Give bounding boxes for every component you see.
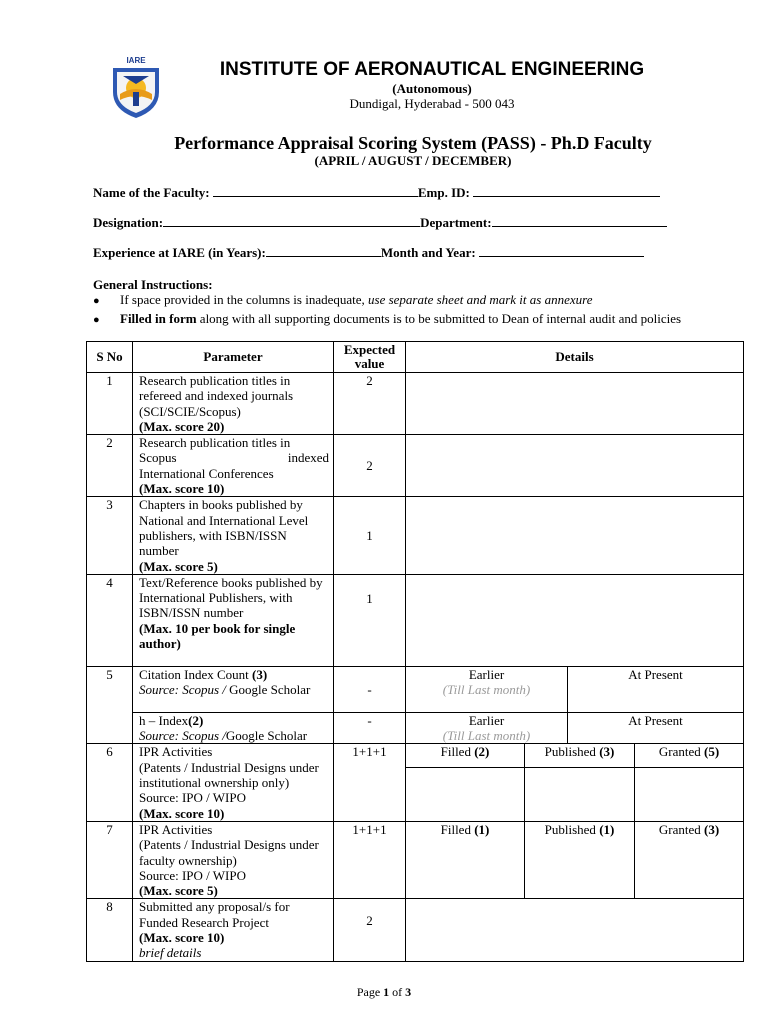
source-italic: Source: Scopus /	[139, 728, 226, 744]
parameter-cell	[133, 435, 334, 497]
filled-label: Filled	[440, 821, 475, 837]
table-row	[87, 712, 744, 744]
department-label: Department:	[420, 215, 492, 230]
parameter-text: Submitted any proposal/s for Funded Research Project	[139, 899, 290, 930]
parameter-cell	[133, 712, 334, 744]
filled-score: (1)	[474, 821, 490, 837]
granted-entry[interactable]	[635, 821, 744, 898]
present-cell[interactable]: At Present	[568, 666, 744, 712]
till-last-month: (Till Last month)	[442, 728, 531, 744]
instruction-1	[93, 292, 592, 308]
parameter-word: Scopus	[139, 450, 177, 466]
granted-header	[635, 744, 744, 767]
expected-cell: 2	[334, 373, 406, 435]
published-header	[525, 744, 635, 767]
total-pages: 3	[405, 985, 412, 999]
filled-score: (2)	[474, 744, 490, 760]
table-row	[87, 744, 744, 767]
parameter-text: Research publication titles in refereed and indexed journals (SCI/SCIE/Scopus)	[139, 373, 294, 419]
designation-field[interactable]	[163, 215, 420, 227]
sno-cell: 7	[87, 821, 133, 898]
parameter-text: Chapters in books published by National and International Level publishers, with ISBN/ISSN number	[139, 497, 309, 559]
page-footer	[0, 985, 768, 1000]
granted-score: (3)	[703, 821, 720, 837]
granted-score: (5)	[703, 744, 720, 760]
sno-cell: 8	[87, 899, 133, 961]
month-year-label: Month and Year:	[380, 245, 476, 260]
parameter-cell	[133, 574, 334, 666]
expected-cell: 1+1+1	[334, 821, 406, 898]
max-score: (Max. score 10)	[139, 805, 225, 821]
earlier-label: Earlier	[468, 712, 505, 728]
iare-logo	[107, 54, 165, 120]
faculty-name-label: Name of the Faculty:	[93, 185, 210, 200]
instruction-2-bold: Filled in form	[120, 311, 197, 326]
instruction-1-italic: use separate sheet and mark it as annexure	[368, 292, 593, 307]
source-plain: Google Scholar	[229, 682, 311, 698]
filled-label: Filled	[440, 744, 475, 760]
max-score: (Max. 10 per book for single author)	[139, 620, 296, 652]
current-page: 1	[383, 985, 390, 999]
parameter-text: IPR Activities	[139, 744, 213, 760]
institute-name: INSTITUTE OF AERONAUTICAL ENGINEERING	[219, 59, 645, 80]
max-score: (Max. score 5)	[139, 558, 218, 574]
published-label: Published	[544, 744, 600, 760]
details-cell[interactable]	[406, 497, 744, 574]
max-score: (Max. score 5)	[139, 883, 218, 899]
table-row	[87, 435, 744, 497]
header-parameter: Parameter	[133, 342, 334, 373]
max-score: (Max. score 10)	[139, 481, 225, 497]
parameter-cell	[133, 373, 334, 435]
parameter-justified	[139, 450, 329, 465]
parameter-text: Source: IPO / WIPO	[139, 867, 247, 883]
page-label: Page	[356, 985, 384, 999]
expected-cell: -	[334, 666, 406, 712]
sno-cell: 4	[87, 574, 133, 666]
bullet-icon: ●	[93, 295, 100, 307]
table-row	[87, 899, 744, 961]
expected-cell: -	[334, 712, 406, 744]
pass-table	[86, 341, 744, 962]
earlier-cell[interactable]	[406, 712, 568, 744]
header-expected: Expected value	[334, 342, 406, 373]
parameter-text: IPR Activities	[139, 821, 213, 837]
published-label: Published	[544, 821, 600, 837]
department-field[interactable]	[492, 215, 667, 227]
faculty-name-row	[93, 185, 660, 201]
sno-cell: 2	[87, 435, 133, 497]
published-score: (3)	[599, 744, 615, 760]
sno-cell: 3	[87, 497, 133, 574]
parameter-cell	[133, 899, 334, 961]
header-sno: S No	[87, 342, 133, 373]
source-plain: Google Scholar	[225, 728, 308, 744]
parameter-text: Citation Index Count	[139, 666, 253, 682]
expected-cell: 2	[334, 435, 406, 497]
granted-label: Granted	[658, 821, 704, 837]
instruction-2-text: along with all supporting documents is to be submitted to Dean of internal audit and policies	[196, 311, 682, 326]
parameter-text: Text/Reference books published by International Publishers, with ISBN/ISSN number	[139, 574, 323, 621]
till-last-month: (Till Last month)	[442, 682, 531, 698]
expected-cell: 1+1+1	[334, 744, 406, 821]
designation-label: Designation:	[93, 215, 164, 230]
table-header-row	[87, 342, 744, 373]
parameter-text: (Patents / Industrial Designs under faculty ownership)	[139, 837, 319, 868]
emp-id-label: Emp. ID:	[417, 185, 470, 200]
parameter-text: h – Index	[139, 712, 189, 728]
table-row	[87, 574, 744, 666]
form-months: (APRIL / AUGUST / DECEMBER)	[314, 153, 512, 168]
expected-cell: 1	[334, 574, 406, 666]
parameter-text: International Conferences	[139, 465, 274, 481]
sno-cell: 5	[87, 666, 133, 744]
details-cell[interactable]	[406, 899, 744, 961]
faculty-name-field[interactable]	[213, 185, 418, 197]
expected-cell: 2	[334, 899, 406, 961]
present-cell[interactable]: At Present	[568, 712, 744, 744]
table-row	[87, 373, 744, 435]
header-details: Details	[406, 342, 744, 373]
parameter-cell	[133, 497, 334, 574]
filled-header	[406, 744, 525, 767]
published-score: (1)	[599, 821, 615, 837]
of-label: of	[389, 985, 406, 999]
granted-entry[interactable]	[635, 767, 744, 821]
parameter-text: Research publication titles in	[139, 435, 291, 451]
parameter-text: (Patents / Industrial Designs under institutional ownership only) Source: IPO / WIPO	[139, 759, 319, 806]
sno-cell: 1	[87, 373, 133, 435]
published-entry[interactable]	[525, 767, 635, 821]
instructions-heading: General Instructions:	[93, 277, 213, 292]
experience-label: Experience at IARE (in Years):	[93, 245, 266, 260]
details-cell[interactable]	[406, 373, 744, 435]
experience-row	[93, 245, 644, 261]
parameter-word: indexed	[287, 450, 329, 466]
max-score: (Max. score 10)	[139, 930, 225, 946]
parameter-cell	[133, 666, 334, 712]
published-entry[interactable]	[525, 821, 635, 898]
table-row	[87, 821, 744, 898]
score: (2)	[188, 712, 204, 728]
granted-label: Granted	[658, 744, 704, 760]
filled-entry[interactable]	[406, 821, 525, 898]
score: (3)	[252, 666, 268, 682]
autonomous-label: (Autonomous)	[392, 81, 472, 96]
details-cell[interactable]	[406, 435, 744, 497]
designation-row	[93, 215, 667, 231]
emp-id-field[interactable]	[473, 185, 660, 197]
experience-field[interactable]	[266, 245, 381, 257]
earlier-cell[interactable]	[406, 666, 568, 712]
details-cell[interactable]	[406, 574, 744, 666]
expected-cell: 1	[334, 497, 406, 574]
month-year-field[interactable]	[479, 245, 644, 257]
brief-details-note: brief details	[139, 945, 202, 961]
address: Dundigal, Hyderabad - 500 043	[349, 96, 515, 111]
table-row	[87, 666, 744, 712]
form-title: Performance Appraisal Scoring System (PASS) - Ph.D Faculty	[174, 133, 652, 153]
table-row	[87, 497, 744, 574]
sno-cell: 6	[87, 744, 133, 821]
bullet-icon: ●	[93, 314, 100, 326]
source-italic: Source: Scopus /	[139, 682, 230, 698]
max-score: (Max. score 20)	[139, 418, 225, 434]
parameter-cell	[133, 821, 334, 898]
instruction-2	[93, 311, 681, 327]
parameter-cell	[133, 744, 334, 821]
filled-entry[interactable]	[406, 767, 525, 821]
earlier-label: Earlier	[468, 666, 505, 682]
instruction-1-text: If space provided in the columns is inadequate,	[120, 292, 369, 307]
logo-lettering: IARE	[126, 56, 146, 65]
